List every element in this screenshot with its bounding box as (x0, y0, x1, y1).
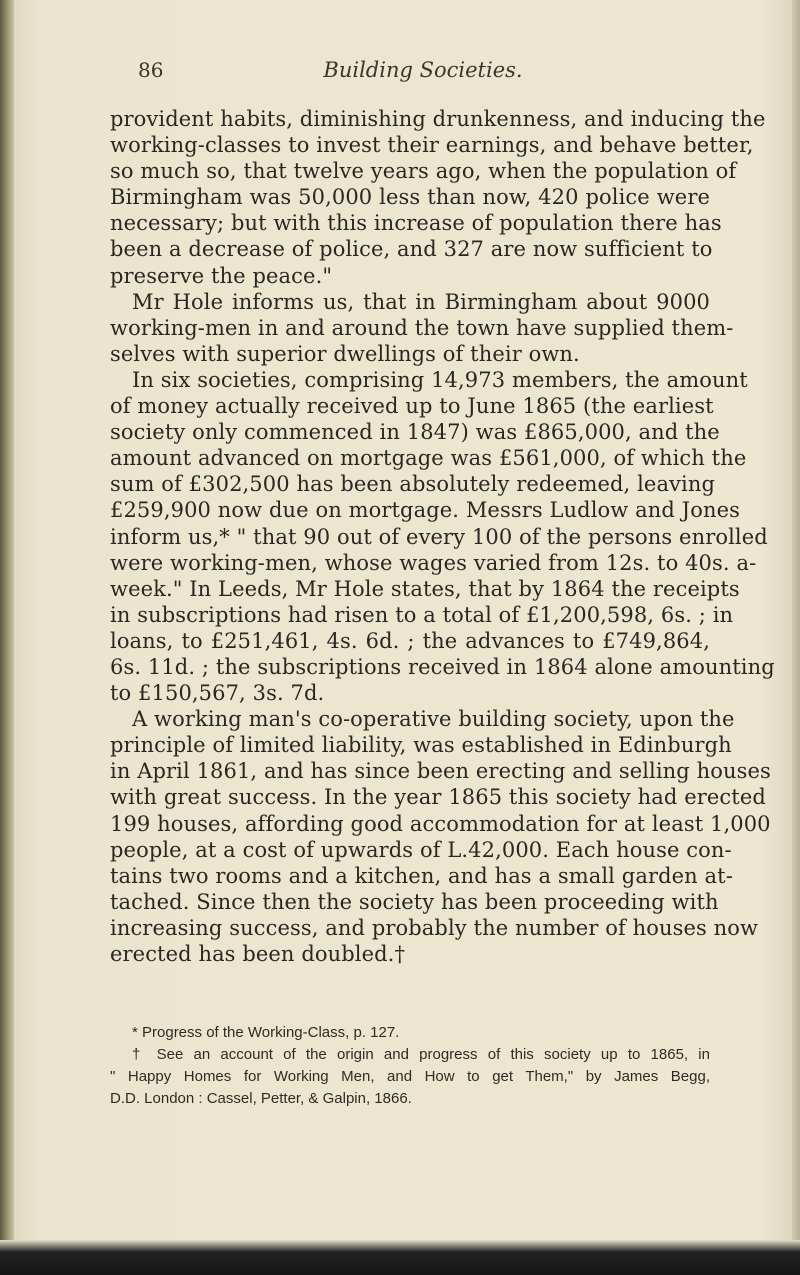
text-line: been a decrease of police, and 327 are now sufficient to (110, 237, 713, 262)
text-line: In six societies, comprising 14,973 members, the amount (132, 367, 748, 392)
text-line: Birmingham was 50,000 less than now, 420 police were (110, 185, 710, 210)
text-line: to £150,567, 3s. 7d. (110, 681, 325, 706)
text-line: erected has been doubled.† (110, 942, 406, 966)
text-line: so much so, that twelve years ago, when the population of (110, 159, 737, 184)
footnote-line: † See an account of the origin and progress of this society up to 1865, in (132, 1046, 710, 1063)
text-line: 6s. 11d. ; the subscriptions received in 1864 alone amounting (110, 654, 775, 679)
running-title: Building Societies. (323, 58, 523, 82)
page-right-edge (792, 0, 800, 1275)
footnotes (110, 1022, 710, 1110)
body-text (110, 106, 775, 967)
text-line: tached. Since then the society has been proceeding with (110, 889, 719, 914)
text-line: of money actually received up to June 1865 (the earliest (110, 394, 714, 419)
footnote-line: D.D. London : Cassel, Petter, & Galpin, 1866. (110, 1090, 412, 1107)
page-header (108, 58, 708, 88)
text-line: were working-men, whose wages varied from 12s. to 40s. a- (110, 550, 757, 575)
text-line: in April 1861, and has since been erecting and selling houses (110, 759, 771, 784)
text-line: working-men in and around the town have supplied them- (110, 315, 734, 340)
text-line: sum of £302,500 has been absolutely redeemed, leaving (110, 472, 716, 497)
text-line: 199 houses, affording good accommodation for at least 1,000 (110, 811, 771, 836)
page-number: 86 (138, 58, 164, 82)
text-line: provident habits, diminishing drunkenness, and inducing the (110, 107, 766, 131)
text-line: society only commenced in 1847) was £865,000, and the (110, 420, 720, 445)
text-line: inform us,* " that 90 out of every 100 of the persons enrolled (110, 524, 768, 549)
text-line: loans, to £251,461, 4s. 6d. ; the advances to £749,864, (110, 628, 710, 653)
text-line: tains two rooms and a kitchen, and has a small garden at- (110, 863, 733, 888)
text-line: Mr Hole informs us, that in Birmingham about 9000 (132, 289, 710, 314)
book-binding-edge (0, 0, 14, 1275)
text-line: increasing success, and probably the number of houses now (110, 915, 759, 940)
text-line: working-classes to invest their earnings, and behave better, (110, 133, 754, 158)
text-line: necessary; but with this increase of population there has (110, 211, 722, 236)
text-line: people, at a cost of upwards of L.42,000. Each house con- (110, 837, 732, 862)
text-line: preserve the peace." (110, 263, 333, 288)
text-line: selves with superior dwellings of their own. (110, 341, 580, 366)
footnote-line: " Happy Homes for Working Men, and How to get Them," by James Begg, (110, 1068, 710, 1085)
text-line: with great success. In the year 1865 this society had erected (110, 785, 766, 810)
footnote-line: * Progress of the Working-Class, p. 127. (132, 1024, 400, 1041)
text-line: principle of limited liability, was established in Edinburgh (110, 733, 732, 758)
text-line: amount advanced on mortgage was £561,000, of which the (110, 446, 747, 471)
page-bottom-shadow (0, 1240, 800, 1275)
text-line: week." In Leeds, Mr Hole states, that by 1864 the receipts (110, 576, 740, 601)
text-line: £259,900 now due on mortgage. Messrs Ludlow and Jones (110, 498, 740, 523)
text-line: A working man's co-operative building society, upon the (132, 707, 735, 732)
text-line: in subscriptions had risen to a total of £1,200,598, 6s. ; in (110, 602, 734, 627)
